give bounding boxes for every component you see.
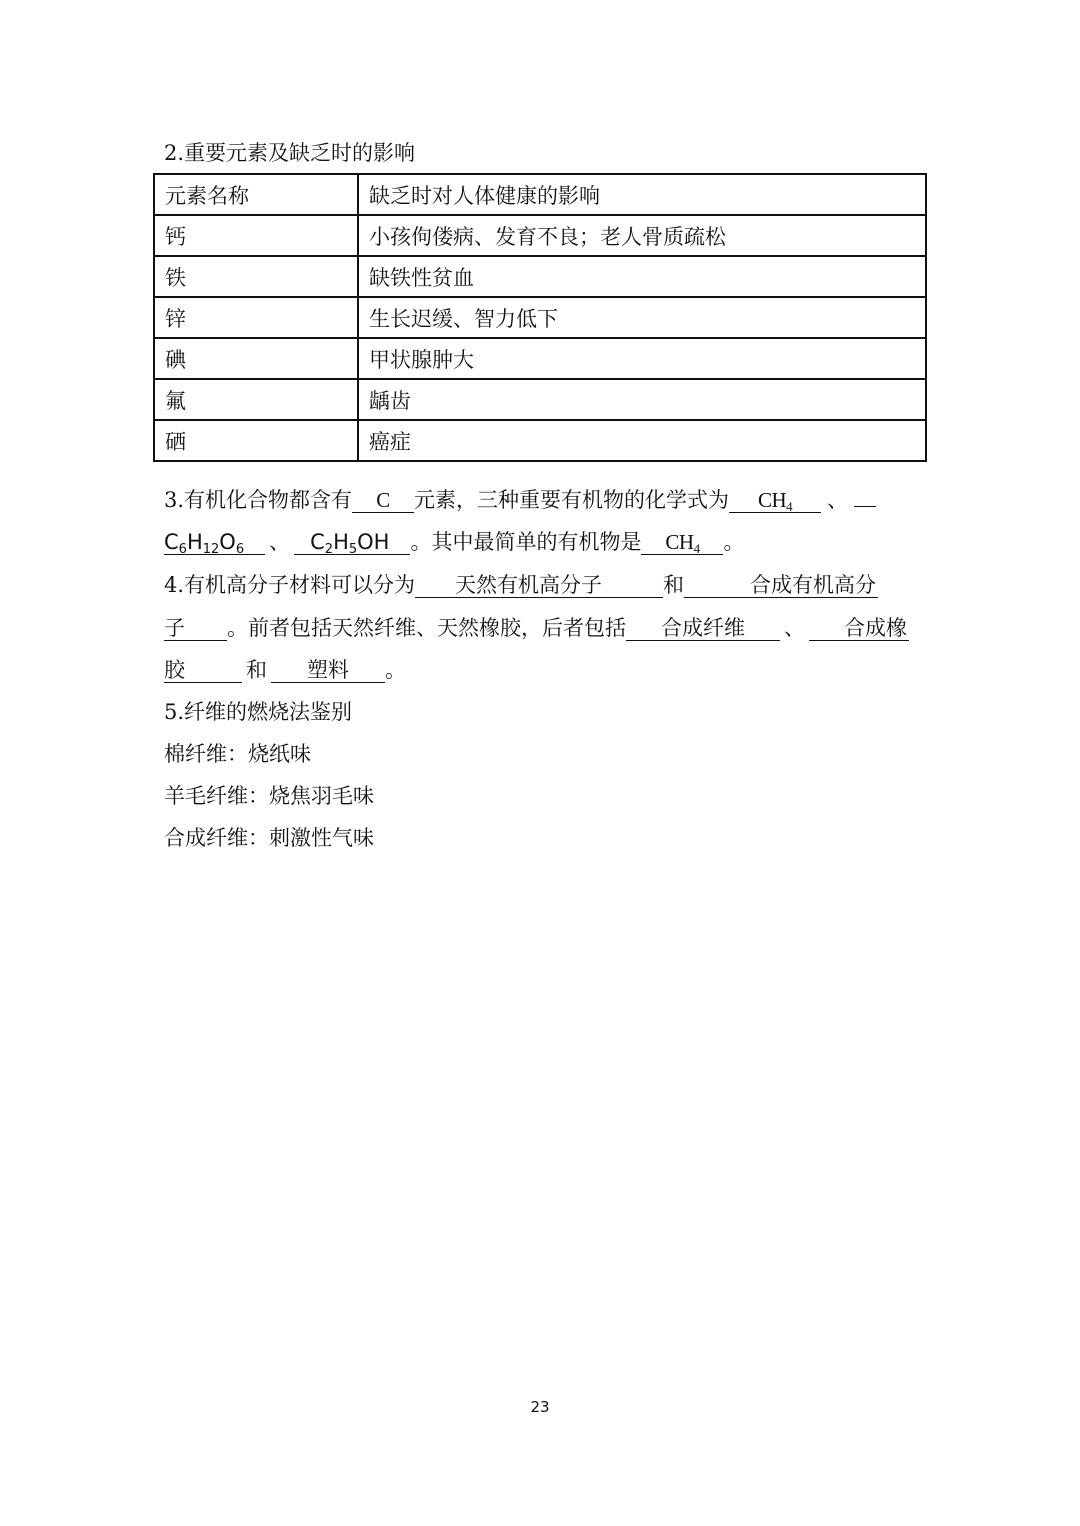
table-row bbox=[154, 420, 926, 461]
element-name-cell: 硒 bbox=[154, 420, 358, 461]
table-row bbox=[154, 338, 926, 379]
page-number: 23 bbox=[530, 1398, 550, 1416]
element-name-cell: 氟 bbox=[154, 379, 358, 420]
table-row bbox=[154, 379, 926, 420]
list-item: 棉纤维：烧纸味 bbox=[164, 742, 311, 766]
deficiency-effect-cell: 甲状腺肿大 bbox=[358, 338, 926, 379]
table-row bbox=[154, 297, 926, 338]
section4-line1 bbox=[164, 571, 878, 599]
answer-blank: 合成纤维 bbox=[626, 616, 780, 641]
answer-blank: 合成橡 bbox=[809, 616, 909, 641]
list-item: 合成纤维：刺激性气味 bbox=[164, 826, 374, 850]
section3-text: 、 bbox=[269, 530, 291, 554]
section2-heading: 2.重要元素及缺乏时的影响 bbox=[164, 141, 416, 165]
section3-line1 bbox=[164, 486, 876, 514]
table-row bbox=[154, 215, 926, 256]
section3-text: 。 bbox=[723, 530, 745, 554]
section4-text: 、 bbox=[784, 616, 805, 640]
table-row bbox=[154, 256, 926, 297]
element-name-cell: 碘 bbox=[154, 338, 358, 379]
table-header-element: 元素名称 bbox=[154, 174, 358, 215]
answer-blank-start bbox=[854, 506, 876, 507]
answer-blank: 天然有机高分子 bbox=[415, 573, 663, 598]
section4-line2 bbox=[164, 614, 909, 642]
section4-line3 bbox=[164, 656, 406, 684]
element-name-cell: 钙 bbox=[154, 215, 358, 256]
section4-text: 和 bbox=[246, 658, 267, 682]
answer-blank: 胶 bbox=[164, 658, 242, 683]
deficiency-effect-cell: 缺铁性贫血 bbox=[358, 256, 926, 297]
answer-blank-formula: $C_6H_{12}O_6$ bbox=[164, 530, 265, 555]
deficiency-effect-cell: 小孩佝偻病、发育不良；老人骨质疏松 bbox=[358, 215, 926, 256]
elements-table bbox=[153, 173, 927, 462]
deficiency-effect-cell: 龋齿 bbox=[358, 379, 926, 420]
section3-line2 bbox=[164, 528, 744, 556]
section4-text: 和 bbox=[663, 573, 685, 597]
section3-text: 元素，三种重要有机物的化学式为 bbox=[414, 488, 730, 512]
list-item: 羊毛纤维：烧焦羽毛味 bbox=[164, 784, 374, 808]
deficiency-effect-cell: 癌症 bbox=[358, 420, 926, 461]
section3-text: 3.有机化合物都含有 bbox=[164, 488, 353, 512]
section5-heading: 5.纤维的燃烧法鉴别 bbox=[164, 700, 353, 724]
section4-text: 。 bbox=[385, 658, 406, 682]
table-header-effect: 缺乏时对人体健康的影响 bbox=[358, 174, 926, 215]
element-name-cell: 锌 bbox=[154, 297, 358, 338]
deficiency-effect-cell: 生长迟缓、智力低下 bbox=[358, 297, 926, 338]
answer-blank-element: C bbox=[352, 488, 414, 513]
answer-blank: 子 bbox=[164, 616, 227, 641]
table-header-row bbox=[154, 174, 926, 215]
section3-text: 。其中最简单的有机物是 bbox=[410, 530, 642, 554]
answer-blank-formula: $CH_4$ bbox=[641, 530, 723, 555]
section4-text: 4.有机高分子材料可以分为 bbox=[164, 573, 416, 597]
element-name-cell: 铁 bbox=[154, 256, 358, 297]
answer-blank: 塑料 bbox=[271, 658, 385, 683]
answer-blank-formula: $C_2H_5OH$ bbox=[294, 530, 410, 555]
section4-text: 。前者包括天然纤维、天然橡胶，后者包括 bbox=[227, 616, 626, 640]
section3-text: 、 bbox=[827, 488, 849, 512]
answer-blank: 合成有机高分 bbox=[684, 573, 878, 598]
answer-blank-formula: $CH_4$ bbox=[729, 488, 821, 513]
